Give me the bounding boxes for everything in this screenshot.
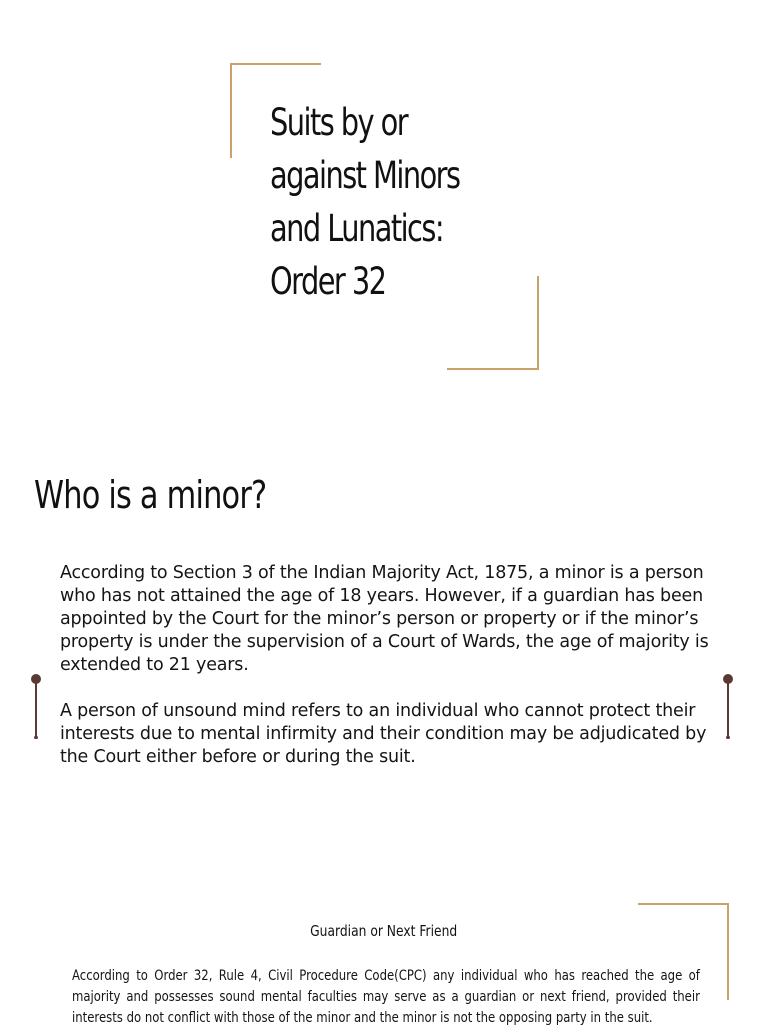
title-line-3: and Lunatics: (270, 207, 443, 250)
right-ornament (723, 674, 735, 740)
title-line-1: Suits by or (270, 101, 408, 144)
left-ornament (31, 674, 43, 740)
right-ornament-tail (726, 736, 730, 739)
minor-definition-paragraph: According to Section 3 of the Indian Majority Act, 1875, a minor is a person who has not attained the age of 18 years. However, if a guardian has been appointed by the Court for the minor’s person or property or if the minor’s property is under the supervision of a Court of Wards, the age of majority is extended to 21 years. (60, 563, 709, 675)
left-ornament-tail (34, 736, 38, 739)
title-frame-top-line (230, 63, 321, 65)
title-line-2: against Minors (270, 154, 460, 197)
section-heading: Who is a minor? (34, 473, 267, 517)
unsound-mind-paragraph: A person of unsound mind refers to an individual who cannot protect their interests due to mental infirmity and their condition may be adjudicated by the Court either before or during the suit. (60, 701, 707, 767)
guardian-heading: Guardian or Next Friend (310, 922, 458, 940)
guardian-body-paragraph: According to Order 32, Rule 4, Civil Procedure Code(CPC) any individual who has reached the age of majority and possesses sound mental faculties may serve as a guardian or next friend, provided their interests do not conflict with those of the minor and the minor is not the opposing party in the suit. (72, 968, 700, 1026)
page-title (270, 96, 504, 308)
title-frame-right-line (537, 276, 539, 370)
title-line-4: Order 32 (270, 260, 386, 303)
guardian-frame-top-line (638, 903, 729, 905)
left-ornament-line (35, 682, 37, 738)
guardian-frame-right-line (727, 903, 729, 1000)
right-ornament-line (727, 682, 729, 738)
title-frame-left-line (230, 63, 232, 158)
title-frame-bottom-line (447, 368, 539, 370)
